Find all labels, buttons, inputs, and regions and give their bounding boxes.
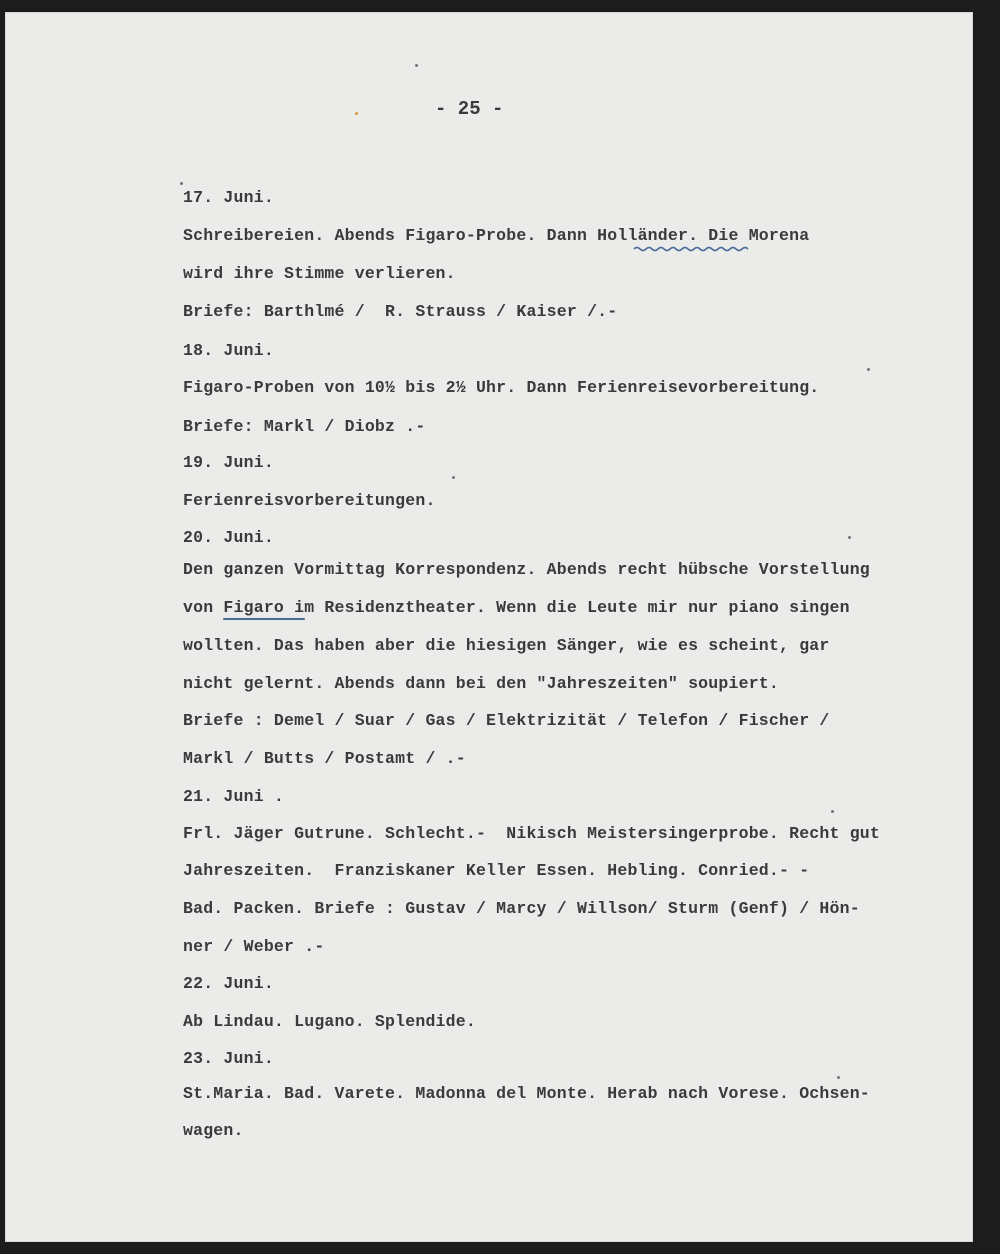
text-line-19: Jahreszeiten. Franziskaner Keller Essen. Hebling. Conried.- -	[183, 861, 810, 880]
text-line-11: Den ganzen Vormittag Korrespondenz. Abends recht hübsche Vorstellung	[183, 560, 870, 579]
text-line-23: Ab Lindau. Lugano. Splendide.	[183, 1012, 476, 1031]
text-line-3: wird ihre Stimme verlieren.	[183, 264, 456, 283]
text-line-5: 18. Juni.	[183, 341, 274, 360]
document-page	[5, 12, 973, 1242]
ink-speck	[452, 476, 455, 479]
text-line-18: Frl. Jäger Gutrune. Schlecht.- Nikisch Meistersingerprobe. Recht gut	[183, 824, 881, 843]
ink-speck	[831, 810, 834, 813]
text-line-25: St.Maria. Bad. Varete. Madonna del Monte. Herab nach Vorese. Ochsen-	[183, 1084, 870, 1103]
text-line-12: von Figaro im Residenztheater. Wenn die Leute mir nur piano singen	[183, 598, 850, 617]
text-line-10: 20. Juni.	[183, 528, 274, 547]
text-line-13: wollten. Das haben aber die hiesigen Sänger, wie es scheint, gar	[183, 636, 830, 655]
text-line-6: Figaro-Proben von 10½ bis 2½ Uhr. Dann Ferienreisevorbereitung.	[183, 378, 820, 397]
underline-figaro	[223, 618, 305, 620]
text-line-21: ner / Weber .-	[183, 937, 325, 956]
ink-speck	[848, 536, 851, 539]
ink-speck	[867, 368, 870, 371]
text-line-24: 23. Juni.	[183, 1049, 274, 1068]
text-line-17: 21. Juni .	[183, 787, 285, 806]
ink-speck	[415, 64, 418, 67]
ink-speck	[837, 1076, 840, 1079]
ink-speck	[180, 182, 183, 185]
text-line-15: Briefe : Demel / Suar / Gas / Elektrizität / Telefon / Fischer /	[183, 711, 830, 730]
text-line-1: 17. Juni.	[183, 188, 274, 207]
text-line-26: wagen.	[183, 1121, 244, 1140]
text-line-4: Briefe: Barthlmé / R. Strauss / Kaiser /.-	[183, 302, 618, 321]
text-line-14: nicht gelernt. Abends dann bei den "Jahreszeiten" soupiert.	[183, 674, 779, 693]
wavy-underline-hollander	[633, 245, 751, 253]
page-number: - 25 -	[435, 98, 504, 120]
text-line-22: 22. Juni.	[183, 974, 274, 993]
text-line-9: Ferienreisvorbereitungen.	[183, 491, 436, 510]
text-line-2: Schreibereien. Abends Figaro-Probe. Dann Holländer. Die Morena	[183, 226, 810, 245]
text-line-7: Briefe: Markl / Diobz .-	[183, 417, 426, 436]
ink-speck	[355, 112, 358, 115]
text-line-8: 19. Juni.	[183, 453, 274, 472]
text-line-16: Markl / Butts / Postamt / .-	[183, 749, 466, 768]
text-line-20: Bad. Packen. Briefe : Gustav / Marcy / Willson/ Sturm (Genf) / Hön-	[183, 899, 860, 918]
